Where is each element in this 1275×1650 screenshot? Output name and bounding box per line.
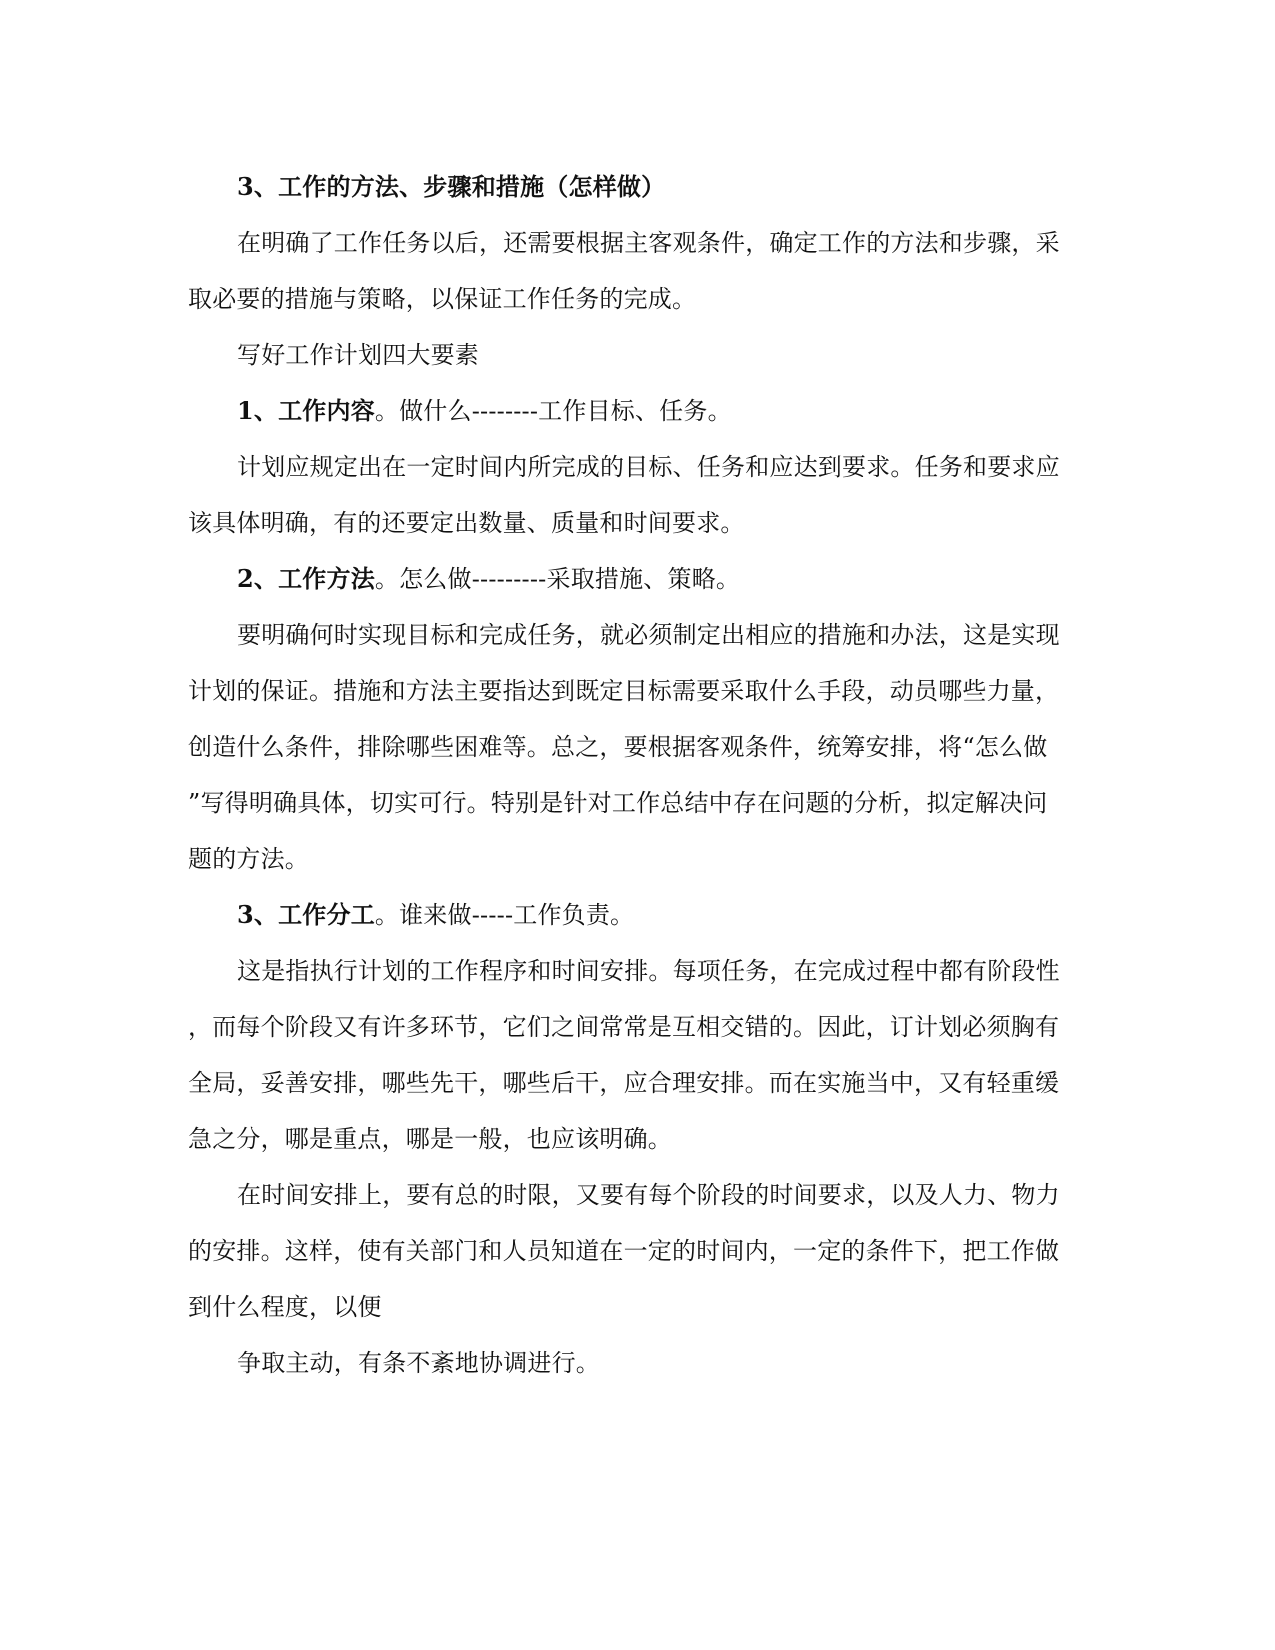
paragraph-line: ”写得明确具体，切实可行。特别是针对工作总结中存在问题的分析，拟定解决问 (188, 789, 1048, 817)
paragraph-line: 在时间安排上，要有总的时限，又要有每个阶段的时间要求，以及人力、物力 (237, 1181, 1060, 1209)
section-heading: 3、工作的方法、步骤和措施（怎样做） (237, 172, 666, 201)
paragraph-line: 这是指执行计划的工作程序和时间安排。每项任务，在完成过程中都有阶段性 (237, 957, 1060, 985)
list-item-title: 2、工作方法 (237, 564, 375, 593)
paragraph-line: 急之分，哪是重点，哪是一般，也应该明确。 (188, 1125, 672, 1153)
paragraph-line: 到什么程度，以便 (188, 1293, 382, 1321)
paragraph-line: 创造什么条件，排除哪些困难等。总之，要根据客观条件，统筹安排，将“怎么做 (188, 733, 1048, 761)
subheading: 写好工作计划四大要素 (237, 341, 479, 369)
paragraph-line: 题的方法。 (188, 845, 309, 873)
paragraph-line: 全局，妥善安排，哪些先干，哪些后干，应合理安排。而在实施当中，又有轻重缓 (188, 1069, 1060, 1097)
paragraph-line: 争取主动，有条不紊地协调进行。 (237, 1349, 600, 1377)
list-item-text: 。怎么做---------采取措施、策略。 (374, 565, 741, 593)
list-item (237, 900, 1137, 930)
list-item (237, 564, 1137, 594)
list-item-title: 3、工作分工 (237, 900, 375, 929)
paragraph-line: 计划的保证。措施和方法主要指达到既定目标需要采取什么手段，动员哪些力量， (188, 677, 1060, 705)
paragraph-line: 该具体明确，有的还要定出数量、质量和时间要求。 (188, 509, 745, 537)
paragraph-line: 取必要的措施与策略，以保证工作任务的完成。 (188, 285, 697, 313)
list-item-text: 。谁来做-----工作负责。 (374, 901, 635, 929)
paragraph-line: 要明确何时实现目标和完成任务，就必须制定出相应的措施和办法，这是实现 (237, 621, 1060, 649)
paragraph-line: 计划应规定出在一定时间内所完成的目标、任务和应达到要求。任务和要求应 (237, 453, 1060, 481)
list-item (237, 396, 1137, 426)
paragraph-line: ，而每个阶段又有许多环节，它们之间常常是互相交错的。因此，订计划必须胸有 (188, 1013, 1060, 1041)
list-item-title: 1、工作内容 (237, 396, 375, 425)
paragraph-line: 在明确了工作任务以后，还需要根据主客观条件，确定工作的方法和步骤，采 (237, 229, 1060, 257)
paragraph-line: 的安排。这样，使有关部门和人员知道在一定的时间内，一定的条件下，把工作做 (188, 1237, 1060, 1265)
list-item-text: 。做什么--------工作目标、任务。 (374, 397, 732, 425)
